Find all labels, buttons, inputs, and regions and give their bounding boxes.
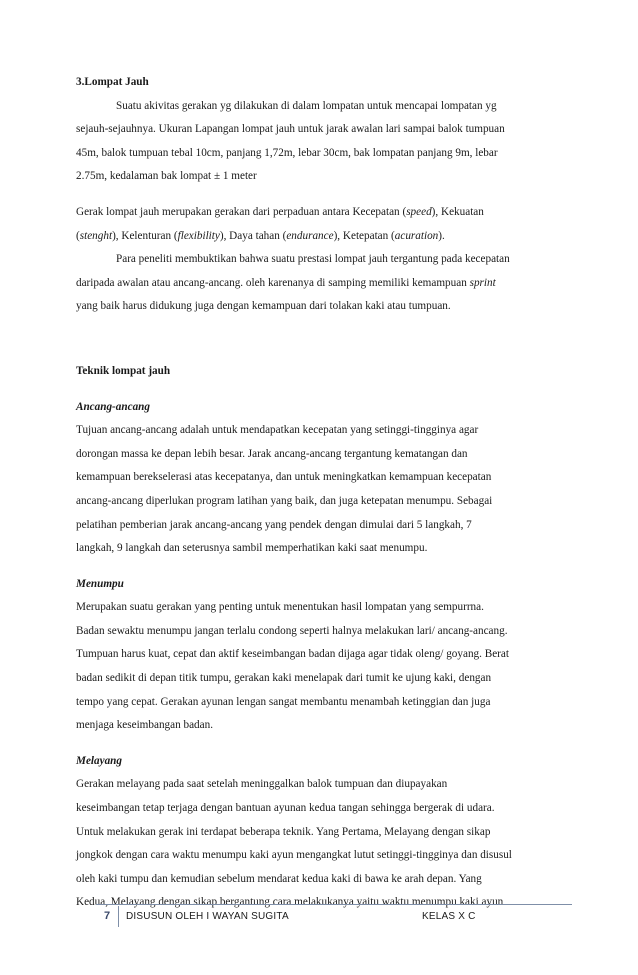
section-title: 3.Lompat Jauh xyxy=(76,76,149,88)
ancang-line-6: langkah, 9 langkah dan seterusnya sambil memperhatikan kaki saat menumpu. xyxy=(76,542,428,555)
ancang-line-5: pelatihan pemberian jarak ancang-ancang yang pendek dengan dimulai dari 5 langkah, 7 xyxy=(76,518,472,531)
researcher-line-1: Para peneliti membuktikan bahwa suatu prestasi lompat jauh tergantung pada kecepatan xyxy=(116,253,510,266)
menumpu-title: Menumpu xyxy=(76,577,124,590)
melayang-line-3: Untuk melakukan gerak ini terdapat beberapa teknik. Yang Pertama, Melayang dengan sikap xyxy=(76,825,491,838)
melayang-line-4: jongkok dengan cara waktu menumpu kaki ayun mengangkat lutut setinggi-tingginya dan disusul xyxy=(76,849,512,862)
researcher-line-2: daripada awalan atau ancang-ancang. oleh karenanya di samping memiliki kemampuan sprint xyxy=(76,276,496,289)
melayang-line-1: Gerakan melayang pada saat setelah meninggalkan balok tumpuan dan diupayakan xyxy=(76,778,448,791)
page-footer xyxy=(96,904,572,927)
ancang-line-1: Tujuan ancang-ancang adalah untuk mendapatkan kecepatan yang setinggi-tingginya agar xyxy=(76,424,479,437)
footer-author: DISUSUN OLEH I WAYAN SUGITA xyxy=(126,911,289,922)
term-acuration: acuration xyxy=(394,229,439,242)
menumpu-line-2: Badan sewaktu menumpu jangan terlalu condong seperti halnya melakukan lari/ ancang-ancang. xyxy=(76,624,508,637)
melayang-title: Melayang xyxy=(76,754,122,767)
menumpu-line-4: badan sedikit di depan titik tumpu, gerakan kaki menelapak dari tumit ke ujung kaki, dengan xyxy=(76,672,492,685)
intro-line-2: sejauh-sejauhnya. Ukuran Lapangan lompat jauh untuk jarak awalan lari sampai balok tumpuan xyxy=(76,123,505,136)
term-endurance: endurance xyxy=(286,229,334,242)
page-number: 7 xyxy=(96,906,119,927)
term-flexibility: flexibility xyxy=(177,229,220,242)
ancang-title: Ancang-ancang xyxy=(76,400,150,413)
melayang-line-6: Kedua, Melayang dengan sikap bergantung cara melakukanya yaitu waktu menumpu kaki ayun xyxy=(76,896,504,909)
components-line-2: (stenght), Kelenturan (flexibility), Daya tahan (endurance), Ketepatan (acuration). xyxy=(76,229,445,242)
melayang-line-2: keseimbangan tetap terjaga dengan bantuan ayunan kedua tangan sehingga bergerak di udara. xyxy=(76,802,495,815)
menumpu-line-5: tempo yang cepat. Gerakan ayunan lengan sangat membantu menambah ketinggian dan juga xyxy=(76,695,491,708)
components-line-1: Gerak lompat jauh merupakan gerakan dari perpaduan antara Kecepatan (speed), Kekuatan xyxy=(76,205,484,218)
ancang-line-4: ancang-ancang diperlukan program latihan yang baik, dan juga ketepatan menumpu. Sebagai xyxy=(76,494,493,507)
footer-class: KELAS X C xyxy=(422,911,476,922)
researcher-line-3: yang baik harus didukung juga dengan kemampuan dari tolakan kaki atau tumpuan. xyxy=(76,300,451,313)
menumpu-line-1: Merupakan suatu gerakan yang penting untuk menentukan hasil lompatan yang sempurrna. xyxy=(76,601,484,614)
term-sprint: sprint xyxy=(469,276,496,289)
menumpu-line-6: menjaga keseimbangan badan. xyxy=(76,719,213,732)
intro-line-4: 2.75m, kedalaman bak lompat ± 1 meter xyxy=(76,170,257,183)
ancang-line-3: kemampuan berekselerasi atas kecepatanya, dan untuk meningkatkan kemampuan kecepatan xyxy=(76,471,492,484)
page-content xyxy=(76,71,564,915)
term-speed: speed xyxy=(406,205,432,218)
melayang-line-5: oleh kaki tumpu dan kemudian sebelum mendarat kedua kaki di bawa ke arah depan. Yang xyxy=(76,872,482,885)
ancang-line-2: dorongan massa ke depan lebih besar. Jarak ancang-ancang tergantung kematangan dan xyxy=(76,447,468,460)
term-stenght: stenght xyxy=(79,229,113,242)
intro-line-3: 45m, balok tumpuan tebal 10cm, panjang 1,72m, lebar 30cm, bak lompatan panjang 9m, lebar xyxy=(76,146,498,159)
technique-title: Teknik lompat jauh xyxy=(76,364,171,377)
menumpu-line-3: Tumpuan harus kuat, cepat dan aktif keseimbangan badan dijaga agar tidak oleng/ goyang. Berat xyxy=(76,648,509,661)
intro-line-1: Suatu akivitas gerakan yg dilakukan di dalam lompatan untuk mencapai lompatan yg xyxy=(116,99,497,112)
